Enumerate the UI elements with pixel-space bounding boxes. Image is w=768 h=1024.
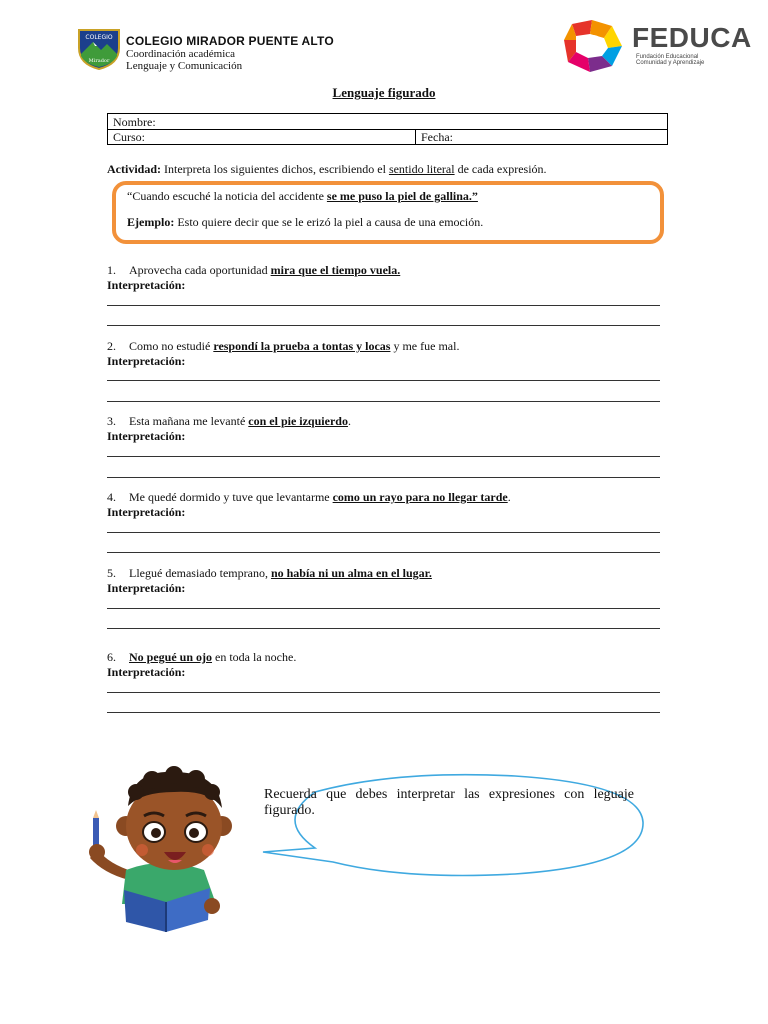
- item-text-before: Aprovecha cada oportunidad: [129, 263, 271, 277]
- exercise-item-6: [107, 650, 667, 680]
- example-quote-before: “Cuando escuché la noticia del accidente: [127, 189, 327, 203]
- example-quote-phrase: se me puso la piel de gallina.”: [326, 189, 478, 203]
- name-row[interactable]: [108, 114, 667, 130]
- item-number: 1.: [107, 263, 116, 277]
- crest-text-top: COLEGIO: [85, 34, 113, 41]
- answer-line[interactable]: [107, 692, 660, 693]
- answer-line[interactable]: [107, 628, 660, 629]
- page-title: Lenguaje figurado: [332, 85, 436, 100]
- feduca-tagline-1: Fundación Educacional: [636, 54, 699, 60]
- name-label: Nombre:: [113, 115, 156, 129]
- item-number: 2.: [107, 339, 116, 353]
- answer-line[interactable]: [107, 380, 660, 381]
- reminder-text: Recuerda que debes interpretar las expresiones con leguaje figurado.: [264, 787, 634, 818]
- answer-line[interactable]: [107, 456, 660, 457]
- item-text-before: Como no estudié: [129, 339, 214, 353]
- school-department: Coordinación académica: [126, 48, 236, 60]
- student-info-table: [107, 113, 668, 145]
- feduca-logo-icon: [562, 18, 626, 74]
- answer-line[interactable]: [107, 608, 660, 609]
- interpretation-label: Interpretación:: [107, 278, 186, 292]
- item-number: 5.: [107, 566, 116, 580]
- activity-text-before: Interpreta los siguientes dichos, escribiendo el: [161, 162, 389, 176]
- answer-line[interactable]: [107, 712, 660, 713]
- item-phrase: No pegué un ojo: [129, 650, 213, 664]
- answer-line[interactable]: [107, 552, 660, 553]
- activity-instruction: [107, 162, 547, 177]
- item-phrase: mira que el tiempo vuela.: [270, 263, 401, 277]
- interpretation-label: Interpretación:: [107, 354, 186, 368]
- exercise-item-5: [107, 566, 667, 596]
- item-number: 4.: [107, 490, 116, 504]
- example-label: Ejemplo:: [127, 215, 175, 229]
- answer-line[interactable]: [107, 477, 660, 478]
- activity-text-after: de cada expresión.: [454, 162, 547, 176]
- item-text-after: .: [507, 490, 511, 504]
- crest-text-bottom: Mirador: [88, 58, 110, 64]
- activity-underlined: sentido literal: [388, 162, 455, 176]
- example-text: Esto quiere decir que se le erizó la piel a causa de una emoción.: [174, 215, 484, 229]
- interpretation-label: Interpretación:: [107, 581, 186, 595]
- exercise-item-4: [107, 490, 667, 520]
- exercise-item-1: [107, 263, 667, 293]
- interpretation-label: Interpretación:: [107, 665, 186, 679]
- example-explanation: [127, 215, 483, 230]
- cell-divider: [415, 129, 416, 144]
- answer-line[interactable]: [107, 532, 660, 533]
- course-date-row: [108, 129, 667, 144]
- answer-line[interactable]: [107, 325, 660, 326]
- activity-label: Actividad:: [107, 162, 161, 176]
- school-name: COLEGIO MIRADOR PUENTE ALTO: [126, 34, 334, 48]
- item-phrase: no había ni un alma en el lugar.: [270, 566, 432, 580]
- date-label: Fecha:: [421, 130, 453, 144]
- exercise-item-2: [107, 339, 667, 369]
- school-subject: Lenguaje y Comunicación: [126, 60, 243, 72]
- feduca-name: FEDUCA: [632, 22, 752, 53]
- item-number: 6.: [107, 650, 116, 664]
- item-text-after: en toda la noche.: [212, 650, 297, 664]
- answer-line[interactable]: [107, 401, 660, 402]
- boy-reading-illustration: [86, 764, 236, 936]
- school-crest-logo: [75, 26, 123, 70]
- item-text-after: .: [347, 414, 351, 428]
- answer-line[interactable]: [107, 305, 660, 306]
- item-phrase: como un rayo para no llegar tarde: [332, 490, 508, 504]
- course-label: Curso:: [113, 130, 146, 144]
- item-text-before: Esta mañana me levanté: [129, 414, 249, 428]
- item-text-after: y me fue mal.: [390, 339, 460, 353]
- pencil-icon: [93, 818, 99, 848]
- item-text-before: Llegué demasiado temprano,: [129, 566, 271, 580]
- interpretation-label: Interpretación:: [107, 429, 186, 443]
- example-quote: [127, 189, 478, 204]
- feduca-tagline-2: Comunidad y Aprendizaje: [636, 60, 705, 66]
- item-number: 3.: [107, 414, 116, 428]
- item-text-before: Me quedé dormido y tuve que levantarme: [129, 490, 333, 504]
- item-phrase: respondí la prueba a tontas y locas: [213, 339, 391, 353]
- item-phrase: con el pie izquierdo: [248, 414, 348, 428]
- exercise-item-3: [107, 414, 667, 444]
- interpretation-label: Interpretación:: [107, 505, 186, 519]
